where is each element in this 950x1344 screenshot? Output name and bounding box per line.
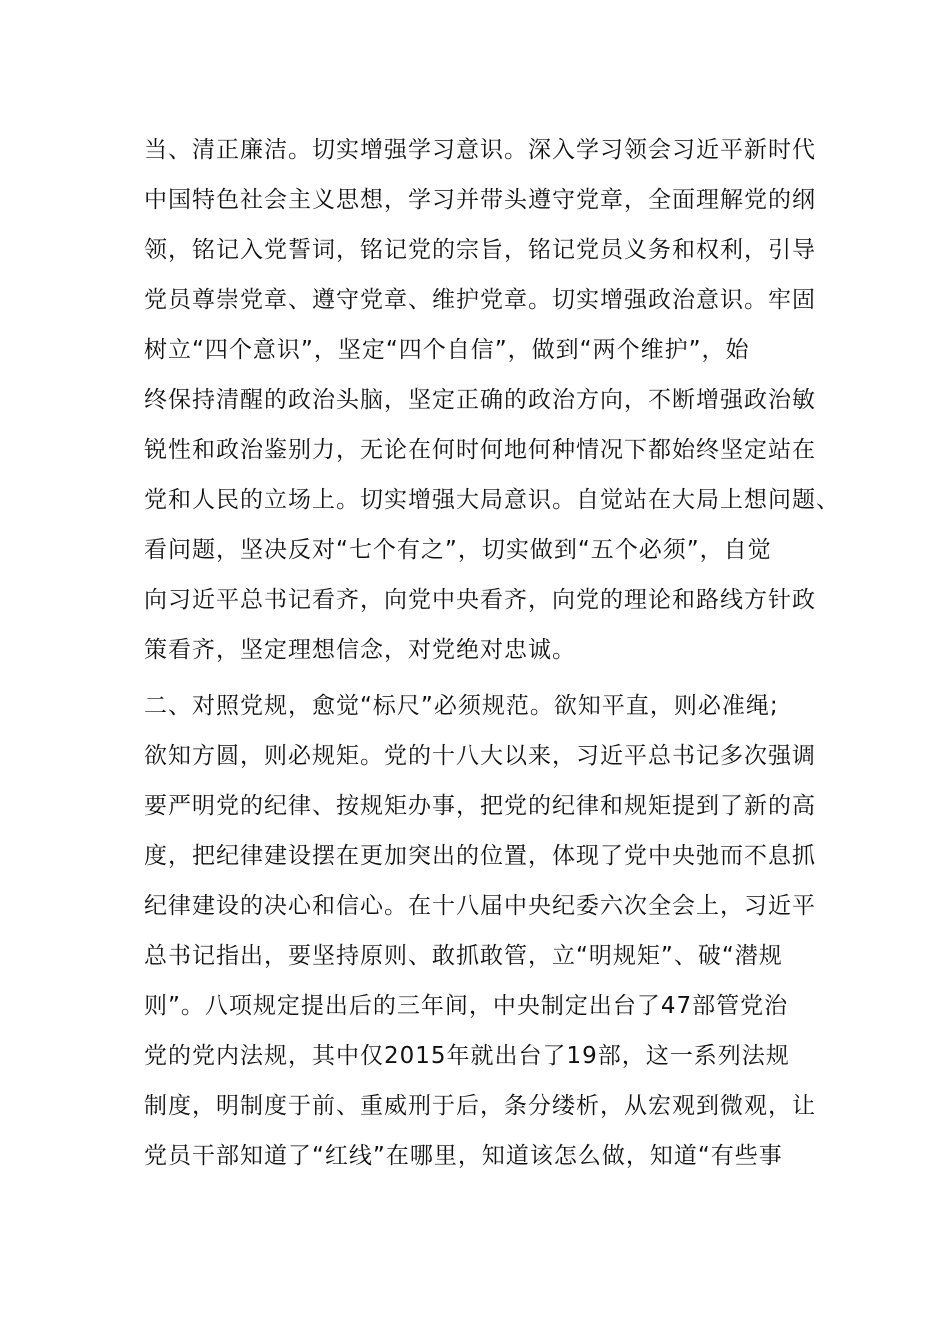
text-line: 二、对照党规，愈觉“标尺”必须规范。欲知平直，则必准绳; [144, 693, 779, 719]
text-line: 党员尊崇党章、遵守党章、维护党章。切实增强政治意识。牢固 [144, 287, 816, 313]
text-line: 度，把纪律建设摆在更加突出的位置，体现了党中央弛而不息抓 [144, 843, 816, 869]
body-text [144, 132, 844, 1188]
paragraph-1 [144, 132, 844, 682]
text-line: 领，铭记入党誓词，铭记党的宗旨，铭记党员义务和权利，引导 [144, 237, 816, 263]
text-line: 锐性和政治鉴别力，无论在何时何地何种情况下都始终坚定站在 [144, 437, 816, 463]
paragraph-2 [144, 688, 844, 1188]
text-line: 欲知方圆，则必规矩。党的十八大以来，习近平总书记多次强调 [144, 743, 816, 769]
text-line: 党的党内法规，其中仅2015年就出台了19部，这一系列法规 [144, 1043, 790, 1069]
text-line: 纪律建设的决心和信心。在十八届中央纪委六次全会上，习近平 [144, 893, 816, 919]
text-line: 策看齐，坚定理想信念，对党绝对忠诚。 [144, 637, 576, 663]
text-line: 则”。八项规定提出后的三年间，中央制定出台了47部管党治 [144, 993, 789, 1019]
text-line: 看问题，坚决反对“七个有之”，切实做到“五个必须”，自觉 [144, 537, 772, 563]
text-line: 要严明党的纪律、按规矩办事，把党的纪律和规矩提到了新的高 [144, 793, 816, 819]
text-line: 总书记指出，要坚持原则、敢抓敢管，立“明规矩”、破“潜规 [144, 943, 783, 969]
text-line: 中国特色社会主义思想，学习并带头遵守党章，全面理解党的纲 [144, 187, 816, 213]
text-line: 当、清正廉洁。切实增强学习意识。深入学习领会习近平新时代 [144, 137, 816, 163]
text-line: 向习近平总书记看齐，向党中央看齐，向党的理论和路线方针政 [144, 587, 816, 613]
text-line: 树立“四个意识”，坚定“四个自信”，做到“两个维护”，始 [144, 337, 750, 363]
text-line: 终保持清醒的政治头脑，坚定正确的政治方向，不断增强政治敏 [144, 387, 816, 413]
text-line: 党员干部知道了“红线”在哪里，知道该怎么做，知道“有些事 [144, 1143, 783, 1169]
text-line: 制度，明制度于前、重威刑于后，条分缕析，从宏观到微观，让 [144, 1093, 816, 1119]
text-line: 党和人民的立场上。切实增强大局意识。自觉站在大局上想问题、 [144, 487, 840, 513]
